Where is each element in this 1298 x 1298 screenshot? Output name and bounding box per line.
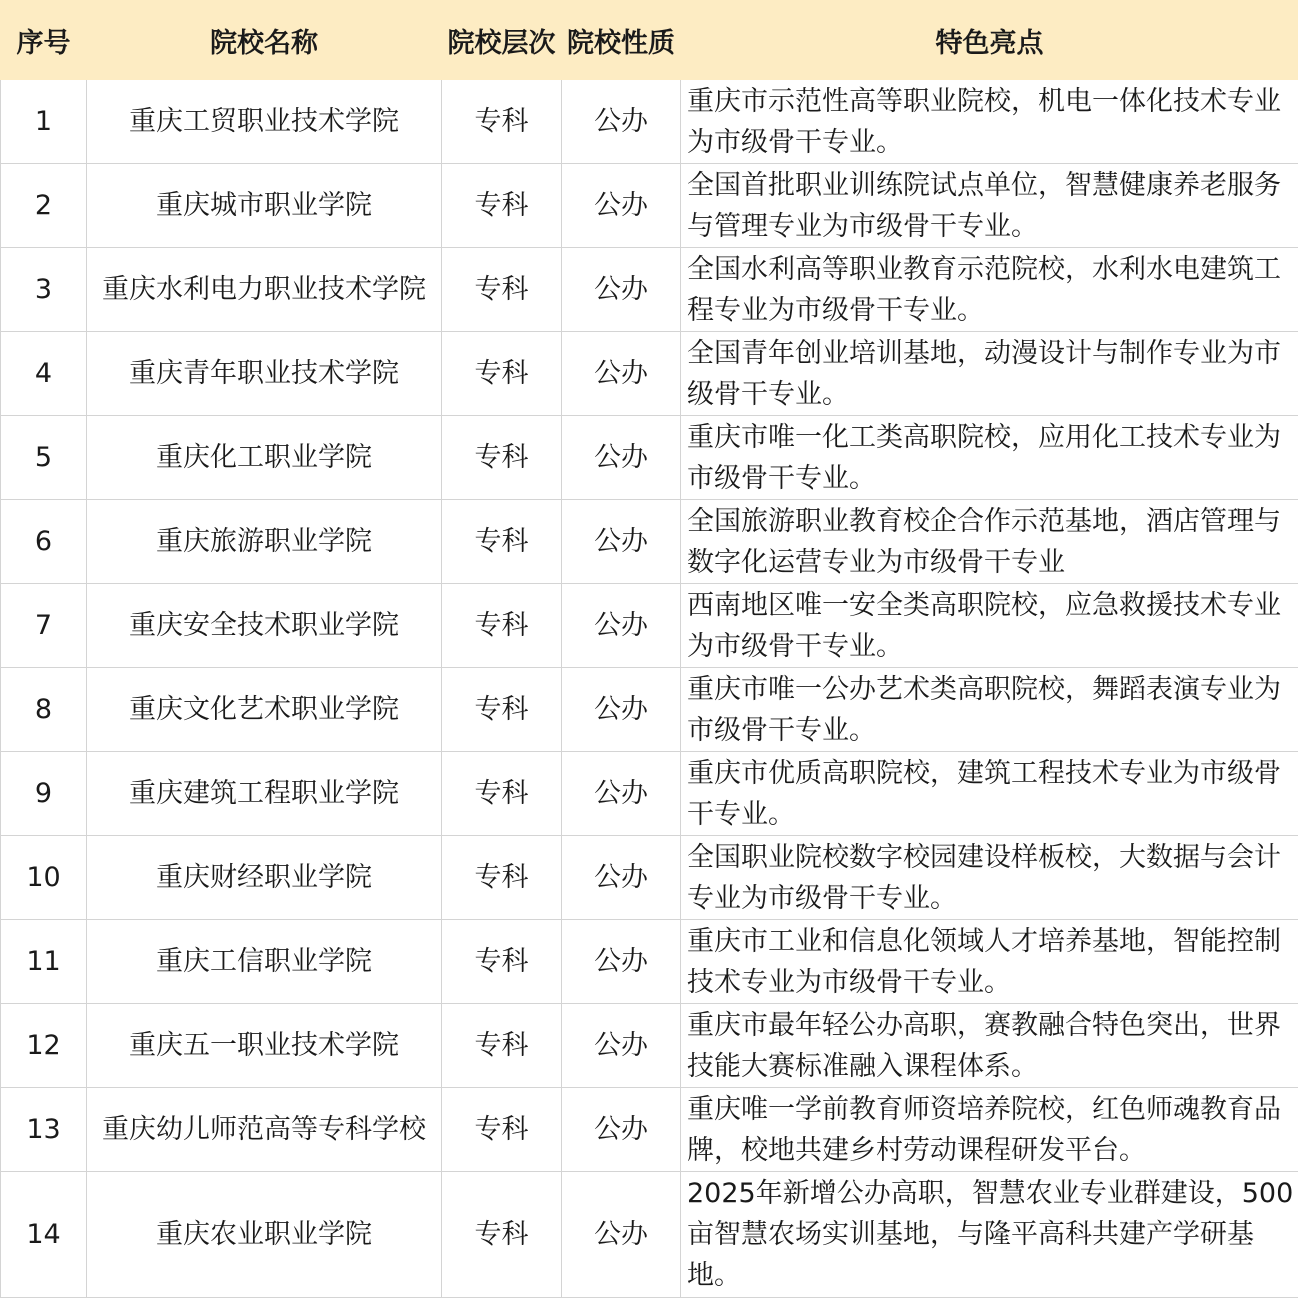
cell-level: 专科	[442, 920, 562, 1004]
cell-feature: 重庆市唯一公办艺术类高职院校，舞蹈表演专业为市级骨干专业。	[681, 668, 1298, 752]
table-row	[1, 80, 1298, 164]
cell-type: 公办	[562, 836, 681, 920]
cell-feature: 重庆市工业和信息化领域人才培养基地，智能控制技术专业为市级骨干专业。	[681, 920, 1298, 1004]
cell-type: 公办	[562, 752, 681, 836]
header-feature: 特色亮点	[681, 1, 1298, 80]
table-row	[1, 248, 1298, 332]
cell-type: 公办	[562, 584, 681, 668]
cell-feature: 全国职业院校数字校园建设样板校，大数据与会计专业为市级骨干专业。	[681, 836, 1298, 920]
cell-name: 重庆文化艺术职业学院	[87, 668, 442, 752]
cell-feature: 重庆市优质高职院校，建筑工程技术专业为市级骨干专业。	[681, 752, 1298, 836]
header-name: 院校名称	[87, 1, 442, 80]
header-level: 院校层次	[442, 1, 562, 80]
table-row	[1, 500, 1298, 584]
table-row	[1, 668, 1298, 752]
cell-type: 公办	[562, 500, 681, 584]
table-row	[1, 416, 1298, 500]
table-row	[1, 164, 1298, 248]
cell-level: 专科	[442, 1004, 562, 1088]
cell-level: 专科	[442, 1172, 562, 1298]
cell-name: 重庆旅游职业学院	[87, 500, 442, 584]
cell-feature: 重庆唯一学前教育师资培养院校，红色师魂教育品牌，校地共建乡村劳动课程研发平台。	[681, 1088, 1298, 1172]
table-row	[1, 1088, 1298, 1172]
cell-level: 专科	[442, 416, 562, 500]
header-no: 序号	[1, 1, 87, 80]
cell-feature: 全国旅游职业教育校企合作示范基地，酒店管理与数字化运营专业为市级骨干专业	[681, 500, 1298, 584]
cell-no: 11	[1, 920, 87, 1004]
cell-feature: 全国青年创业培训基地，动漫设计与制作专业为市级骨干专业。	[681, 332, 1298, 416]
cell-type: 公办	[562, 248, 681, 332]
cell-no: 5	[1, 416, 87, 500]
cell-name: 重庆建筑工程职业学院	[87, 752, 442, 836]
cell-type: 公办	[562, 1172, 681, 1298]
cell-level: 专科	[442, 164, 562, 248]
table-row	[1, 920, 1298, 1004]
cell-name: 重庆青年职业技术学院	[87, 332, 442, 416]
cell-feature: 西南地区唯一安全类高职院校，应急救援技术专业为市级骨干专业。	[681, 584, 1298, 668]
cell-type: 公办	[562, 1004, 681, 1088]
table-row	[1, 332, 1298, 416]
table-row	[1, 1004, 1298, 1088]
cell-no: 4	[1, 332, 87, 416]
cell-name: 重庆农业职业学院	[87, 1172, 442, 1298]
cell-name: 重庆工信职业学院	[87, 920, 442, 1004]
table-row	[1, 1172, 1298, 1298]
cell-no: 9	[1, 752, 87, 836]
cell-name: 重庆五一职业技术学院	[87, 1004, 442, 1088]
header-type: 院校性质	[562, 1, 681, 80]
cell-name: 重庆城市职业学院	[87, 164, 442, 248]
cell-feature: 重庆市最年轻公办高职，赛教融合特色突出，世界技能大赛标准融入课程体系。	[681, 1004, 1298, 1088]
cell-level: 专科	[442, 752, 562, 836]
cell-type: 公办	[562, 164, 681, 248]
cell-level: 专科	[442, 836, 562, 920]
cell-level: 专科	[442, 584, 562, 668]
cell-no: 13	[1, 1088, 87, 1172]
cell-name: 重庆工贸职业技术学院	[87, 80, 442, 164]
cell-name: 重庆财经职业学院	[87, 836, 442, 920]
cell-no: 12	[1, 1004, 87, 1088]
cell-feature: 全国首批职业训练院试点单位，智慧健康养老服务与管理专业为市级骨干专业。	[681, 164, 1298, 248]
cell-level: 专科	[442, 668, 562, 752]
cell-name: 重庆化工职业学院	[87, 416, 442, 500]
cell-feature: 重庆市示范性高等职业院校，机电一体化技术专业为市级骨干专业。	[681, 80, 1298, 164]
cell-no: 6	[1, 500, 87, 584]
table-row	[1, 752, 1298, 836]
table-header-row	[1, 1, 1298, 80]
cell-no: 3	[1, 248, 87, 332]
cell-no: 2	[1, 164, 87, 248]
table-row	[1, 836, 1298, 920]
cell-type: 公办	[562, 668, 681, 752]
cell-level: 专科	[442, 332, 562, 416]
cell-type: 公办	[562, 920, 681, 1004]
cell-level: 专科	[442, 248, 562, 332]
cell-type: 公办	[562, 80, 681, 164]
cell-feature: 2025年新增公办高职，智慧农业专业群建设，500亩智慧农场实训基地，与隆平高科共建产学研基地。	[681, 1172, 1298, 1298]
table-row	[1, 584, 1298, 668]
cell-no: 1	[1, 80, 87, 164]
cell-name: 重庆水利电力职业技术学院	[87, 248, 442, 332]
cell-feature: 全国水利高等职业教育示范院校，水利水电建筑工程专业为市级骨干专业。	[681, 248, 1298, 332]
cell-no: 10	[1, 836, 87, 920]
cell-no: 8	[1, 668, 87, 752]
cell-feature: 重庆市唯一化工类高职院校，应用化工技术专业为市级骨干专业。	[681, 416, 1298, 500]
cell-level: 专科	[442, 80, 562, 164]
cell-type: 公办	[562, 1088, 681, 1172]
cell-type: 公办	[562, 416, 681, 500]
cell-type: 公办	[562, 332, 681, 416]
cell-name: 重庆幼儿师范高等专科学校	[87, 1088, 442, 1172]
cell-level: 专科	[442, 1088, 562, 1172]
cell-no: 14	[1, 1172, 87, 1298]
cell-name: 重庆安全技术职业学院	[87, 584, 442, 668]
cell-level: 专科	[442, 500, 562, 584]
cell-no: 7	[1, 584, 87, 668]
